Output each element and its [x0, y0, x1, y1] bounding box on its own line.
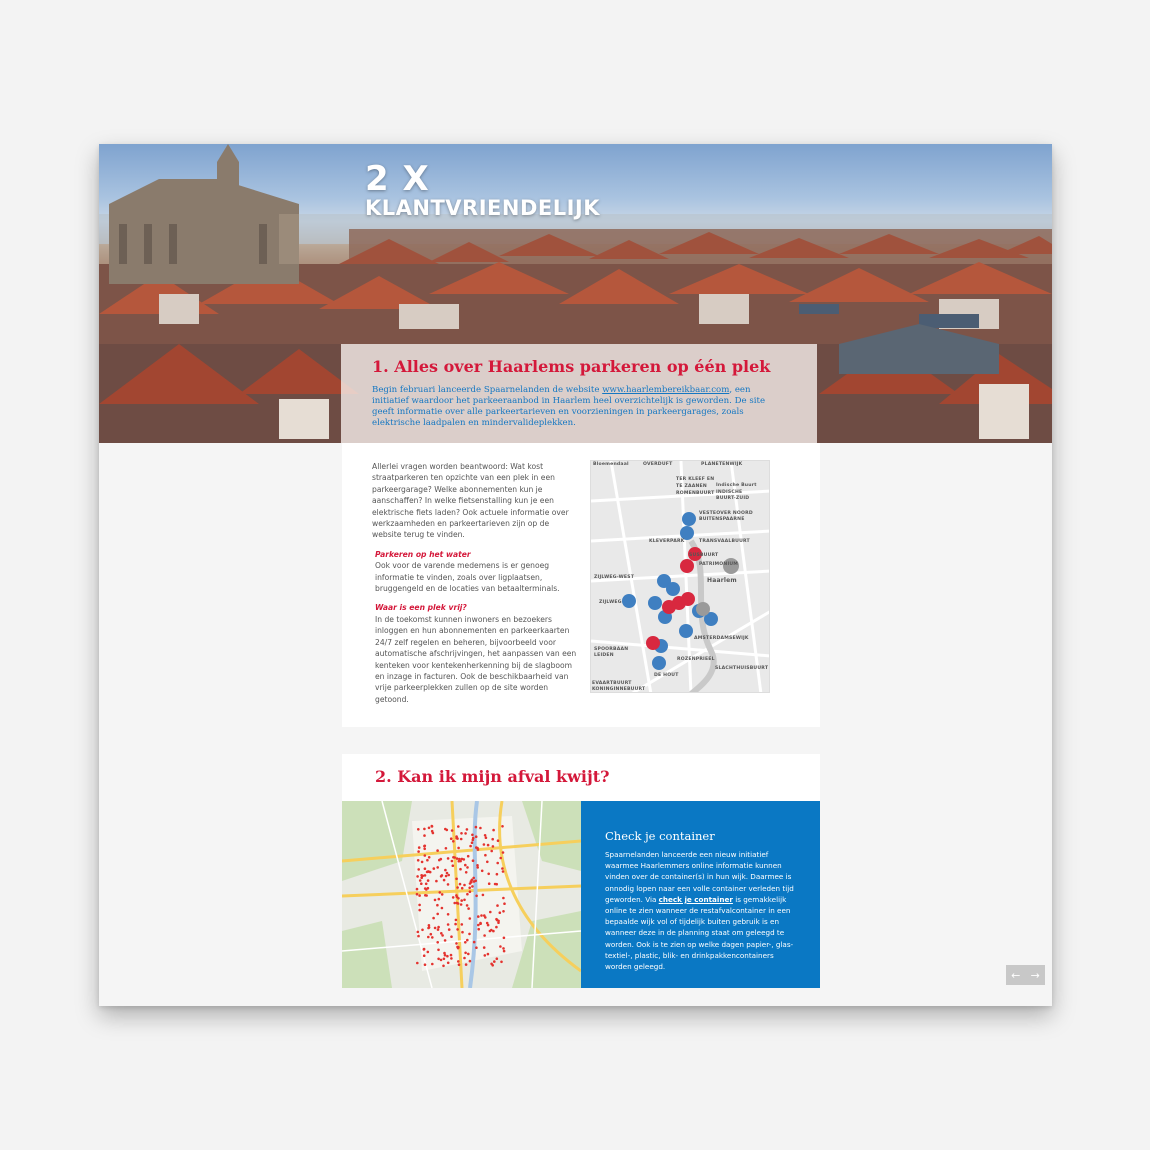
- container-marker: [502, 851, 505, 854]
- map-label: BUURT-ZUID: [716, 496, 750, 501]
- container-marker: [475, 826, 478, 829]
- section2-heading: 2. Kan ik mijn afval kwijt?: [375, 767, 610, 786]
- container-marker: [452, 896, 455, 899]
- container-marker: [469, 890, 472, 893]
- check-je-container-link[interactable]: check je container: [658, 894, 733, 904]
- body-paragraph-1: Allerlei vragen worden beantwoord: Wat kost straatparkeren ten opzichte van een plek in een parkeergarage? Welke abonnementen kun je aanschaffen? In welke fietsenstalling kun je een elektrische fiets laden? Ook actuele informatie over werkzaamheden en parkeertarieven zijn op de website terug te vinden.: [372, 462, 569, 540]
- container-marker: [500, 961, 503, 964]
- container-marker: [487, 844, 490, 847]
- container-marker: [456, 928, 459, 931]
- container-marker: [447, 883, 450, 886]
- haarlembereikbaar-link[interactable]: www.haarlembereikbaar.com: [602, 385, 730, 395]
- container-marker: [482, 894, 485, 897]
- container-marker: [460, 838, 463, 841]
- container-marker: [434, 899, 437, 902]
- container-marker: [472, 839, 475, 842]
- container-marker: [464, 832, 467, 835]
- container-marker: [486, 861, 489, 864]
- container-marker: [483, 946, 486, 949]
- container-marker: [457, 847, 460, 850]
- container-marker: [427, 870, 430, 873]
- container-marker: [483, 843, 486, 846]
- container-marker: [494, 883, 497, 886]
- container-marker: [441, 874, 444, 877]
- container-marker: [476, 866, 479, 869]
- container-marker: [420, 882, 423, 885]
- magazine-page: [99, 144, 1052, 1006]
- map-label: AMSTERDAMSEWIJK: [694, 636, 749, 641]
- container-marker: [502, 897, 505, 900]
- container-marker: [466, 866, 469, 869]
- container-marker: [443, 879, 446, 882]
- map-label: Haarlem: [707, 577, 737, 584]
- panel-text-start: Spaarnelanden lanceerde een nieuw initiatief waarmee Haarlemmers online informatie kunnen vinden over de container(s) in hun wijk. Daarmee is onnodig lopen naar een volle container verleden tijd geworden. Via: [605, 850, 794, 904]
- next-arrow-icon[interactable]: →: [1030, 968, 1040, 982]
- container-marker: [477, 924, 480, 927]
- map-label: LEIDEN: [594, 653, 614, 658]
- section1-heading: 1. Alles over Haarlems parkeren op één plek: [372, 357, 771, 376]
- container-marker: [455, 919, 458, 922]
- container-marker: [490, 850, 493, 853]
- container-marker: [492, 930, 495, 933]
- container-marker: [461, 931, 464, 934]
- subheading-plek: Waar is een plek vrij?: [375, 603, 467, 613]
- container-marker: [464, 864, 467, 867]
- container-marker: [431, 936, 434, 939]
- water-text: Ook voor de varende medemens is er genoeg informatie te vinden, zoals over ligplaatsen, bruggengeld en de locaties van betaalterminals.: [375, 561, 560, 594]
- container-marker: [451, 860, 454, 863]
- map-label: SLACHTHUISBUURT: [715, 666, 769, 671]
- container-marker: [428, 856, 431, 859]
- map-label: BUITENSPAARNE: [699, 517, 745, 522]
- container-marker: [450, 935, 453, 938]
- container-marker: [458, 860, 461, 863]
- container-marker: [445, 847, 448, 850]
- container-marker: [483, 934, 486, 937]
- body-paragraph-2: [372, 549, 577, 595]
- container-marker: [485, 836, 488, 839]
- container-marker: [434, 927, 437, 930]
- container-marker: [447, 923, 450, 926]
- map-label: ROMENBUURT: [676, 491, 715, 496]
- container-marker: [499, 911, 502, 914]
- panel-text: [605, 849, 798, 972]
- container-marker: [457, 960, 460, 963]
- container-marker: [495, 918, 498, 921]
- container-marker: [496, 873, 499, 876]
- container-marker: [418, 894, 421, 897]
- map-label: Bloemendaal: [593, 462, 629, 467]
- map-label: ROZENPRIEEL: [677, 657, 715, 662]
- container-marker: [447, 962, 450, 965]
- container-marker: [451, 829, 454, 832]
- map-label: OVERDUFT: [643, 462, 673, 467]
- container-marker: [484, 954, 487, 957]
- container-marker: [465, 963, 468, 966]
- container-marker: [436, 849, 439, 852]
- map-label: DE HOUT: [654, 673, 679, 678]
- container-marker: [484, 834, 487, 837]
- container-marker: [466, 904, 469, 907]
- container-marker: [469, 960, 472, 963]
- container-marker: [437, 958, 440, 961]
- container-marker: [473, 880, 476, 883]
- container-marker: [438, 859, 441, 862]
- container-marker: [450, 954, 453, 957]
- container-marker: [424, 887, 427, 890]
- container-marker: [436, 941, 439, 944]
- map-label: VESTEOVER NOORD: [699, 511, 753, 516]
- container-marker: [416, 875, 419, 878]
- panel-title: Check je container: [605, 829, 715, 843]
- plek-text: In de toekomst kunnen inwoners en bezoekers inloggen en hun abonnementen en parkeerkaarten 24/7 zelf regelen en beheren, bijvoorbeeld voor automatische afschrijvingen, het aanpassen van een kenteken voor kentekenherkenning bij de slagboom en inzage in facturen. Ook de beschikbaarheid van vrije parkeerplekken zullen op de site worden getoond.: [375, 614, 577, 704]
- container-marker: [475, 895, 478, 898]
- container-marker: [465, 871, 468, 874]
- container-marker: [471, 834, 474, 837]
- container-marker: [499, 857, 502, 860]
- container-marker: [417, 935, 420, 938]
- container-marker: [460, 899, 463, 902]
- container-marker: [447, 874, 450, 877]
- container-marker: [503, 950, 506, 953]
- container-marker: [471, 841, 474, 844]
- container-marker: [491, 838, 494, 841]
- container-marker: [487, 873, 490, 876]
- container-marker: [424, 854, 427, 857]
- container-marker: [417, 868, 420, 871]
- container-marker: [479, 827, 482, 830]
- container-marker: [416, 888, 419, 891]
- map-label: ZIJLWEG-WEST: [594, 575, 635, 580]
- hero-title: [365, 159, 601, 220]
- container-marker: [420, 874, 423, 877]
- container-marker: [471, 879, 474, 882]
- container-marker: [486, 922, 489, 925]
- container-marker: [467, 953, 470, 956]
- container-marker: [424, 963, 427, 966]
- container-marker: [475, 946, 478, 949]
- container-marker: [445, 875, 448, 878]
- section1-body: [372, 461, 577, 713]
- panel-text-end: is gemakkelijk online te zien wanneer de restafvalcontainer in een bepaalde wijk vol of tijdelijk buiten gebruik is en wanneer deze in de planning staat om geleegd te worden. Ook is te zien op welke dagen papier-, glas- textiel-, plastic, blik- en drinkpakkencontainers worden geleegd.: [605, 894, 794, 972]
- container-marker: [466, 828, 469, 831]
- container-marker: [493, 960, 496, 963]
- subheading-water: Parkeren op het water: [375, 549, 471, 559]
- container-marker: [472, 859, 475, 862]
- container-marker: [424, 894, 427, 897]
- container-marker: [440, 959, 443, 962]
- container-marker: [459, 868, 462, 871]
- container-marker: [468, 933, 471, 936]
- map-label: PLANETENWIJK: [701, 462, 743, 467]
- container-marker: [428, 827, 431, 830]
- container-marker: [455, 837, 458, 840]
- container-marker: [421, 929, 424, 932]
- container-marker: [437, 928, 440, 931]
- container-marker: [425, 883, 428, 886]
- container-marker: [419, 879, 422, 882]
- container-marker: [468, 887, 471, 890]
- container-marker: [417, 828, 420, 831]
- container-marker: [437, 949, 440, 952]
- container-marker: [497, 839, 500, 842]
- prev-arrow-icon[interactable]: ←: [1011, 968, 1021, 982]
- container-marker: [446, 872, 449, 875]
- container-marker: [452, 864, 455, 867]
- container-marker: [496, 957, 499, 960]
- container-marker: [456, 886, 459, 889]
- parking-map: [590, 460, 770, 693]
- container-marker: [450, 837, 453, 840]
- container-marker: [469, 917, 472, 920]
- container-marker: [477, 915, 480, 918]
- container-marker: [460, 832, 463, 835]
- container-marker: [418, 846, 421, 849]
- container-map: [342, 801, 581, 988]
- container-marker: [448, 928, 451, 931]
- intro-text-start: Begin februari lanceerde Spaarnelanden de website: [372, 385, 603, 395]
- container-marker: [495, 926, 498, 929]
- container-marker: [467, 855, 470, 858]
- container-marker: [487, 953, 490, 956]
- container-marker: [472, 877, 475, 880]
- container-marker: [436, 904, 439, 907]
- container-marker: [489, 911, 492, 914]
- container-marker: [496, 904, 499, 907]
- container-marker: [423, 845, 426, 848]
- container-marker: [427, 879, 430, 882]
- container-marker: [480, 914, 483, 917]
- container-marker: [416, 893, 419, 896]
- container-marker: [463, 884, 466, 887]
- container-marker: [483, 914, 486, 917]
- map-label: TRANSVAALBUURT: [699, 539, 750, 544]
- container-marker: [430, 933, 433, 936]
- container-marker: [471, 885, 474, 888]
- container-marker: [502, 870, 505, 873]
- hero-title-line2: KLANTVRIENDELIJK: [365, 196, 601, 220]
- map-label: PATRIMONIUM: [699, 562, 739, 567]
- hero-title-line1: 2 X: [365, 159, 430, 199]
- container-marker: [423, 834, 426, 837]
- container-marker: [497, 921, 500, 924]
- container-marker: [431, 825, 434, 828]
- container-marker: [457, 825, 460, 828]
- container-marker: [446, 829, 449, 832]
- container-marker: [423, 954, 426, 957]
- container-marker: [447, 913, 450, 916]
- map-label: TER KLEEF EN: [676, 477, 715, 482]
- container-marker: [492, 845, 495, 848]
- check-container-panel: [581, 801, 820, 988]
- container-marker: [450, 957, 453, 960]
- container-marker: [452, 840, 455, 843]
- container-marker: [463, 858, 466, 861]
- container-marker: [437, 926, 440, 929]
- container-marker: [503, 937, 506, 940]
- container-marker: [463, 957, 466, 960]
- container-marker: [453, 856, 456, 859]
- container-marker: [427, 951, 430, 954]
- container-marker: [457, 946, 460, 949]
- container-marker: [440, 932, 443, 935]
- container-marker: [469, 845, 472, 848]
- container-marker: [490, 963, 493, 966]
- map-label: KLEVERPARK: [649, 539, 685, 544]
- container-marker: [464, 952, 467, 955]
- container-marker: [433, 867, 436, 870]
- map-label: EVAARTBUURT: [592, 681, 632, 686]
- container-marker: [456, 857, 459, 860]
- container-marker: [501, 867, 504, 870]
- map-label: TE ZAANEN: [676, 484, 707, 489]
- container-marker: [436, 913, 439, 916]
- container-marker: [477, 928, 480, 931]
- container-marker: [455, 878, 458, 881]
- container-marker: [431, 830, 434, 833]
- container-marker: [444, 939, 447, 942]
- container-marker: [427, 936, 430, 939]
- map-label: Indische Buurt: [716, 483, 757, 488]
- container-marker: [458, 963, 461, 966]
- section1-intro: [372, 385, 772, 429]
- container-marker: [423, 948, 426, 951]
- container-marker: [461, 923, 464, 926]
- container-marker: [444, 954, 447, 957]
- container-marker: [418, 909, 421, 912]
- page-navigation: [1006, 965, 1045, 985]
- container-marker: [417, 850, 420, 853]
- map-label: KONINGINNEBUURT: [592, 687, 646, 692]
- container-marker: [428, 924, 431, 927]
- container-marker: [459, 883, 462, 886]
- container-marker: [417, 859, 420, 862]
- container-marker: [496, 862, 499, 865]
- map-label: INDISCHE: [716, 490, 743, 495]
- container-marker: [473, 941, 476, 944]
- container-marker: [455, 894, 458, 897]
- container-marker: [438, 898, 441, 901]
- container-marker: [466, 939, 469, 942]
- map-label: SUSBUURT: [689, 553, 719, 558]
- container-marker: [464, 941, 467, 944]
- container-marker: [479, 922, 482, 925]
- container-marker: [421, 861, 424, 864]
- container-marker: [443, 958, 446, 961]
- container-marker: [436, 866, 439, 869]
- container-marker: [418, 904, 421, 907]
- container-marker: [484, 854, 487, 857]
- container-marker: [417, 931, 420, 934]
- container-marker: [488, 882, 491, 885]
- container-marker: [502, 910, 505, 913]
- container-marker: [455, 942, 458, 945]
- container-map-graphic: [342, 801, 581, 988]
- container-marker: [446, 955, 449, 958]
- container-marker: [420, 876, 423, 879]
- container-marker: [457, 897, 460, 900]
- container-marker: [424, 867, 427, 870]
- intro-text-end: , een initiatief waardoor het parkeeraanbod in Haarlem heel overzichtelijk is geworden. De site geeft informatie over alle parkeertarieven en voorzieningen in parkeergarages, zoals elektrische laadpalen en mindervalideplekken.: [372, 385, 766, 428]
- container-marker: [460, 903, 463, 906]
- body-paragraph-3: [372, 602, 577, 705]
- container-marker: [423, 828, 426, 831]
- container-marker: [423, 848, 426, 851]
- map-label: SPOORBAAN: [594, 647, 629, 652]
- container-marker: [432, 917, 435, 920]
- container-marker: [431, 963, 434, 966]
- map-label: ZIJLWEG: [599, 600, 622, 605]
- container-marker: [489, 930, 492, 933]
- container-marker: [475, 835, 478, 838]
- container-marker: [416, 962, 419, 965]
- container-marker: [441, 907, 444, 910]
- container-marker: [435, 880, 438, 883]
- container-marker: [502, 947, 505, 950]
- container-marker: [454, 923, 457, 926]
- container-marker: [466, 893, 469, 896]
- container-marker: [461, 887, 464, 890]
- container-marker: [426, 859, 429, 862]
- container-marker: [499, 945, 502, 948]
- container-marker: [463, 899, 466, 902]
- container-marker: [439, 891, 442, 894]
- container-marker: [501, 825, 504, 828]
- container-marker: [481, 870, 484, 873]
- container-marker: [442, 965, 445, 968]
- container-marker: [424, 874, 427, 877]
- container-marker: [503, 902, 506, 905]
- container-marker: [447, 857, 450, 860]
- container-marker: [477, 848, 480, 851]
- container-marker: [444, 869, 447, 872]
- container-marker: [456, 902, 459, 905]
- container-marker: [441, 893, 444, 896]
- container-marker: [492, 829, 495, 832]
- container-marker: [467, 907, 470, 910]
